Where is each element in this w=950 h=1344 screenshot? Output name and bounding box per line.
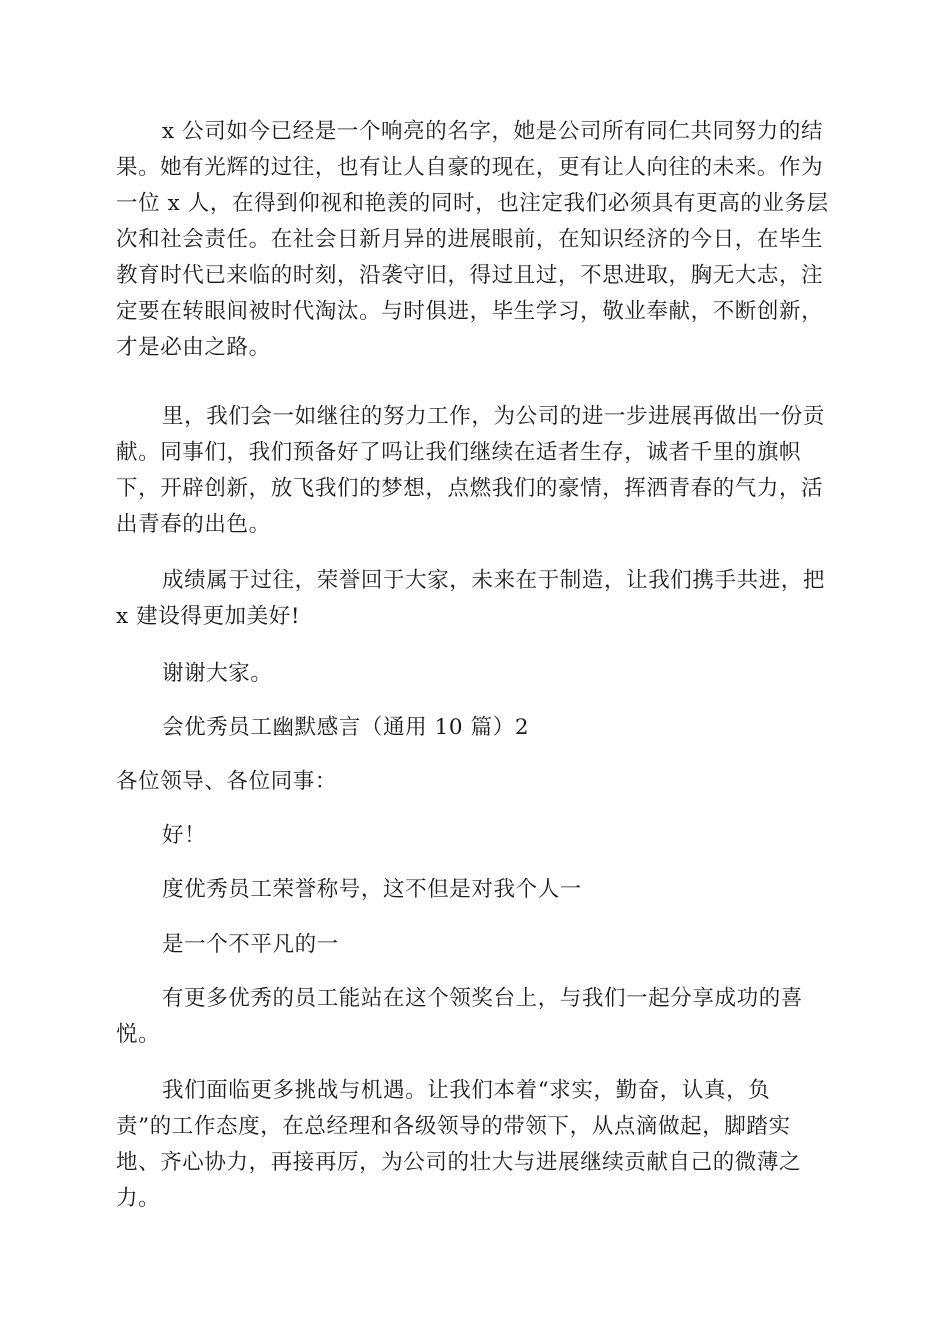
text-line: 地、齐心协力，再接再厉，为公司的壮大与进展继续贡献自己的微薄之	[116, 1150, 802, 1175]
paragraph-achievement	[116, 563, 832, 635]
text-line: x 公司如今已经是一个响亮的名字，她是公司所有同仁共同努力的结	[162, 119, 824, 144]
text-line: x 建设得更加美好!	[116, 604, 301, 629]
section-heading	[116, 710, 832, 746]
heading-text: 会优秀员工幽默感言（通用 10 篇）2	[162, 715, 530, 740]
text-line: 好！	[162, 823, 207, 848]
paragraph-company-intro	[116, 114, 832, 366]
text-line: 谢谢大家。	[162, 661, 273, 686]
paragraph-greeting	[116, 818, 832, 854]
text-line: 有更多优秀的员工能站在这个领奖台上，与我们一起分享成功的喜	[162, 986, 803, 1011]
text-line: 是一个不平凡的一	[162, 932, 339, 957]
text-line: 我们面临更多挑战与机遇。让我们本着“求实，勤奋，认真，负	[162, 1078, 771, 1103]
text-line: 责”的工作态度，在总经理和各级领导的带领下，从点滴做起，脚踏实	[116, 1114, 791, 1139]
paragraph-salutation	[116, 764, 832, 800]
paragraph-commitment	[116, 399, 832, 543]
text-line: 教育时代已来临的时刻，沿袭守旧，得过且过，不思进取，胸无大志，注	[116, 263, 824, 288]
text-line: 献。同事们，我们预备好了吗让我们继续在适者生存，诚者千里的旗帜	[116, 440, 802, 465]
text-line: 定要在转眼间被时代淘汰。与时俱进，毕生学习，敬业奉献，不断创新，	[116, 299, 824, 324]
paragraph-share-success	[116, 981, 832, 1053]
text-line: 果。她有光辉的过往，也有让人自豪的现在，更有让人向往的未来。作为	[116, 155, 824, 180]
paragraph-honor	[116, 872, 832, 908]
text-line: 度优秀员工荣誉称号，这不但是对我个人一	[162, 877, 582, 902]
text-line: 次和社会责任。在社会日新月异的进展眼前，在知识经济的今日，在毕生	[116, 227, 824, 252]
paragraph-challenges	[116, 1073, 832, 1217]
text-line: 里，我们会一如继往的努力工作，为公司的进一步进展再做出一份贡	[162, 404, 826, 429]
text-line: 力。	[116, 1186, 161, 1211]
text-line: 下，开辟创新，放飞我们的梦想，点燃我们的豪情，挥洒青春的气力，活	[116, 476, 824, 501]
text-line: 出青春的出色。	[116, 512, 271, 537]
text-line: 成绩属于过往，荣誉回于大家，未来在于制造，让我们携手共进，把	[162, 568, 826, 593]
text-line: 一位 x 人，在得到仰视和艳羡的同时，也注定我们必须具有更高的业务层	[116, 191, 829, 216]
text-line: 各位领导、各位同事：	[116, 769, 338, 794]
text-line: 悦。	[116, 1022, 161, 1047]
paragraph-year	[116, 927, 832, 963]
paragraph-thanks	[116, 656, 832, 692]
text-line: 才是必由之路。	[116, 335, 271, 360]
